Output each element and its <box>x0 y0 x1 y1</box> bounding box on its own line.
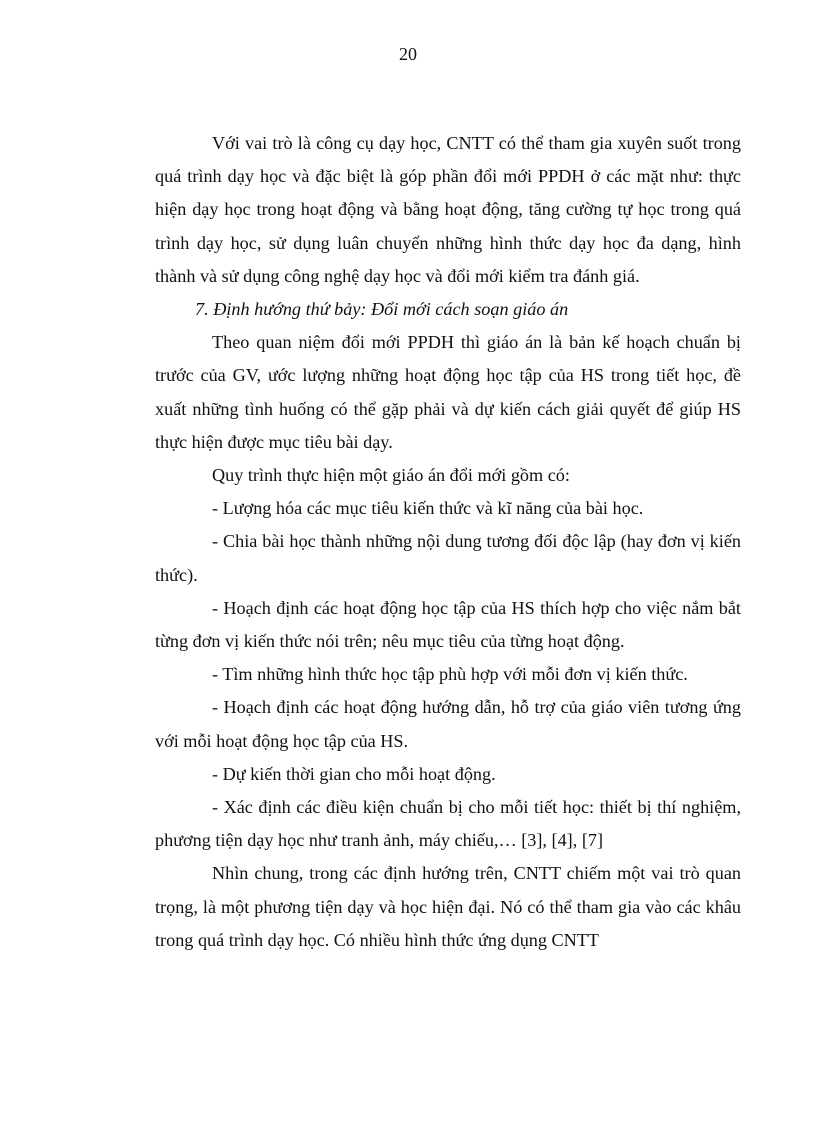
list-item: - Hoạch định các hoạt động học tập của HS thích hợp cho việc nắm bắt từng đơn vị kiến thức nói trên; nêu mục tiêu của từng hoạt động. <box>155 597 741 652</box>
paragraph-lesson-plan-concept: Theo quan niệm đổi mới PPDH thì giáo án là bản kế hoạch chuẩn bị trước của GV, ước lượng những hoạt động học tập của HS trong tiết học, đề xuất những tình huống có thể gặp phải và dự kiến cách giải quyết để giúp HS thực hiện được mục tiêu bài dạy. <box>155 332 741 452</box>
list-item: - Hoạch định các hoạt động hướng dẫn, hỗ trợ của giáo viên tương ứng với mỗi hoạt động học tập của HS. <box>155 697 741 751</box>
paragraph-procedure-intro: Quy trình thực hiện một giáo án đổi mới gồm có: <box>212 465 570 486</box>
paragraph-it-role: Với vai trò là công cụ dạy học, CNTT có thể tham gia xuyên suốt trong quá trình dạy học và đặc biệt là góp phần đổi mới PPDH ở các mặt như: thực hiện dạy học trong hoạt động và bằng hoạt động, tăng cường tự học trong quá trình dạy học, sử dụng luân chuyển những hình thức dạy học đa dạng, hình thành và sử dụng công nghệ dạy học và đổi mới kiểm tra đánh giá. <box>155 133 741 286</box>
list-item: - Xác định các điều kiện chuẩn bị cho mỗi tiết học: thiết bị thí nghiệm, phương tiện dạy học như tranh ảnh, máy chiếu,… [3], [4], [7] <box>155 797 741 851</box>
list-item: - Dự kiến thời gian cho mỗi hoạt động. <box>212 763 496 784</box>
list-item: - Tìm những hình thức học tập phù hợp với mỗi đơn vị kiến thức. <box>212 664 688 685</box>
list-item: - Chia bài học thành những nội dung tương đối độc lập (hay đơn vị kiến thức). <box>155 531 741 585</box>
page-number: 20 <box>399 44 417 64</box>
list-item: - Lượng hóa các mục tiêu kiến thức và kĩ năng của bài học. <box>212 498 644 519</box>
paragraph-summary: Nhìn chung, trong các định hướng trên, CNTT chiếm một vai trò quan trọng, là một phương tiện dạy và học hiện đại. Nó có thể tham gia vào các khâu trong quá trình dạy học. Có nhiều hình thức ứng dụng CNTT <box>155 863 741 950</box>
document-body <box>155 127 741 957</box>
section-heading-7: 7. Định hướng thứ bảy: Đổi mới cách soạn giáo án <box>195 299 569 320</box>
